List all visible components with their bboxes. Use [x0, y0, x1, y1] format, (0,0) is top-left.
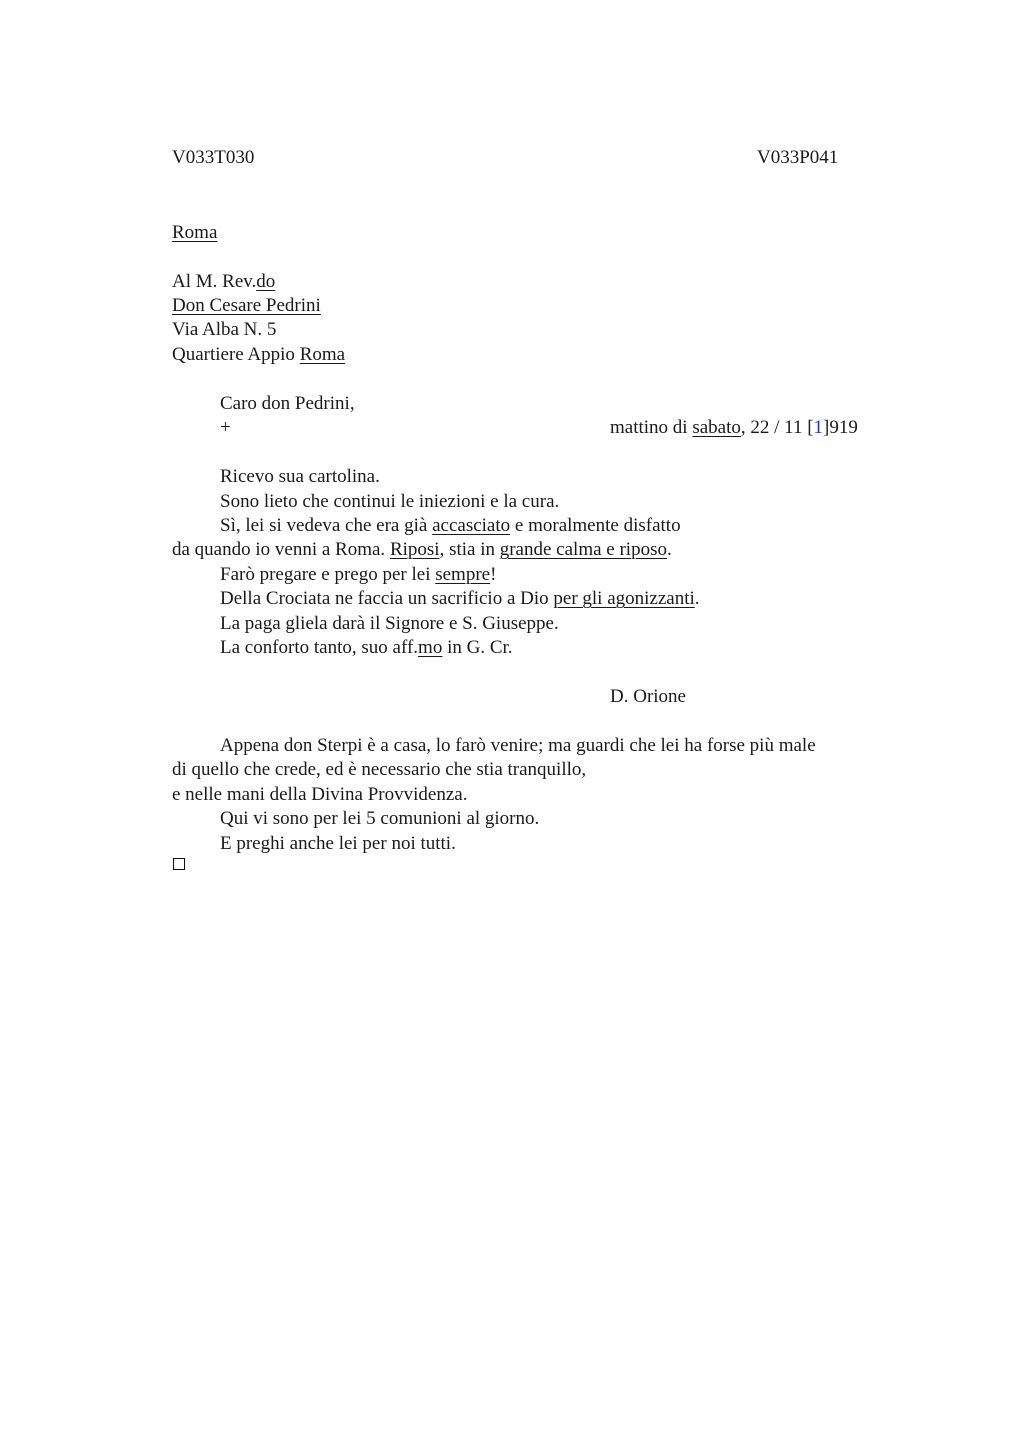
- body-line: Ricevo sua cartolina.: [220, 466, 380, 487]
- address-title-suffix: do: [256, 271, 276, 292]
- date-prefix: mattino di: [610, 417, 693, 438]
- date-day: sabato: [692, 417, 741, 438]
- address-district: [172, 343, 345, 367]
- postscript-line: Appena don Sterpi è a casa, lo farò venire; ma guardi che lei ha forse più male: [220, 735, 816, 756]
- body-text: e moralmente disfatto: [510, 515, 681, 536]
- address-line-1: [172, 270, 275, 294]
- salutation: Caro don Pedrini,: [220, 393, 355, 414]
- body-text: Della Crociata ne faccia un sacrificio a Dio: [220, 588, 554, 609]
- cross-mark: +: [220, 417, 231, 438]
- body-line: Sono lieto che continui le iniezioni e la cura.: [220, 491, 560, 512]
- body-underlined: mo: [418, 637, 443, 658]
- letter-date: [610, 416, 858, 440]
- body-underlined: grande calma e riposo: [499, 539, 667, 560]
- date-suffix: ]919: [823, 417, 858, 438]
- body-line: [220, 563, 496, 587]
- postscript-line: Qui vi sono per lei 5 comunioni al giorno.: [220, 808, 540, 829]
- address-city: Roma: [299, 344, 346, 365]
- body-text: !: [490, 564, 497, 585]
- body-line: [220, 587, 700, 611]
- body-line: La paga gliela darà il Signore e S. Giuseppe.: [220, 613, 559, 634]
- body-text: .: [666, 539, 672, 560]
- body-text: in G. Cr.: [442, 637, 513, 658]
- body-underlined: accasciato: [432, 515, 511, 536]
- body-line: [220, 514, 681, 538]
- postscript-line: E preghi anche lei per noi tutti.: [220, 833, 456, 854]
- body-text: Farò pregare e prego per lei: [220, 564, 436, 585]
- address-title: Al M. Rev.: [172, 271, 257, 292]
- body-underlined: per gli agonizzanti: [553, 588, 695, 609]
- postscript-line: e nelle mani della Divina Provvidenza.: [172, 784, 468, 805]
- address-street: Via Alba N. 5: [172, 319, 277, 340]
- address-district-text: Quartiere Appio: [172, 344, 300, 365]
- body-line: [172, 538, 672, 562]
- body-text: da quando io venni a Roma.: [172, 539, 390, 560]
- document-code-left: V033T030: [172, 147, 255, 168]
- body-line: [220, 636, 513, 660]
- body-underlined: Riposi: [389, 539, 440, 560]
- address-name: Don Cesare Pedrini: [172, 295, 321, 316]
- postscript-line: di quello che crede, ed è necessario che stia tranquillo,: [172, 759, 587, 780]
- document-code-right: V033P041: [757, 147, 839, 168]
- date-middle: , 22 / 11 [: [740, 417, 814, 438]
- body-text: .: [694, 588, 700, 609]
- body-text: , stia in: [439, 539, 500, 560]
- body-text: La conforto tanto, suo aff.: [220, 637, 419, 658]
- date-footnote-digit: 1: [813, 417, 824, 438]
- body-underlined: sempre: [435, 564, 491, 585]
- end-marker-box: [173, 858, 185, 870]
- body-text: Sì, lei si vedeva che era già: [220, 515, 433, 536]
- place-heading: Roma: [172, 222, 218, 243]
- signature: D. Orione: [610, 686, 686, 707]
